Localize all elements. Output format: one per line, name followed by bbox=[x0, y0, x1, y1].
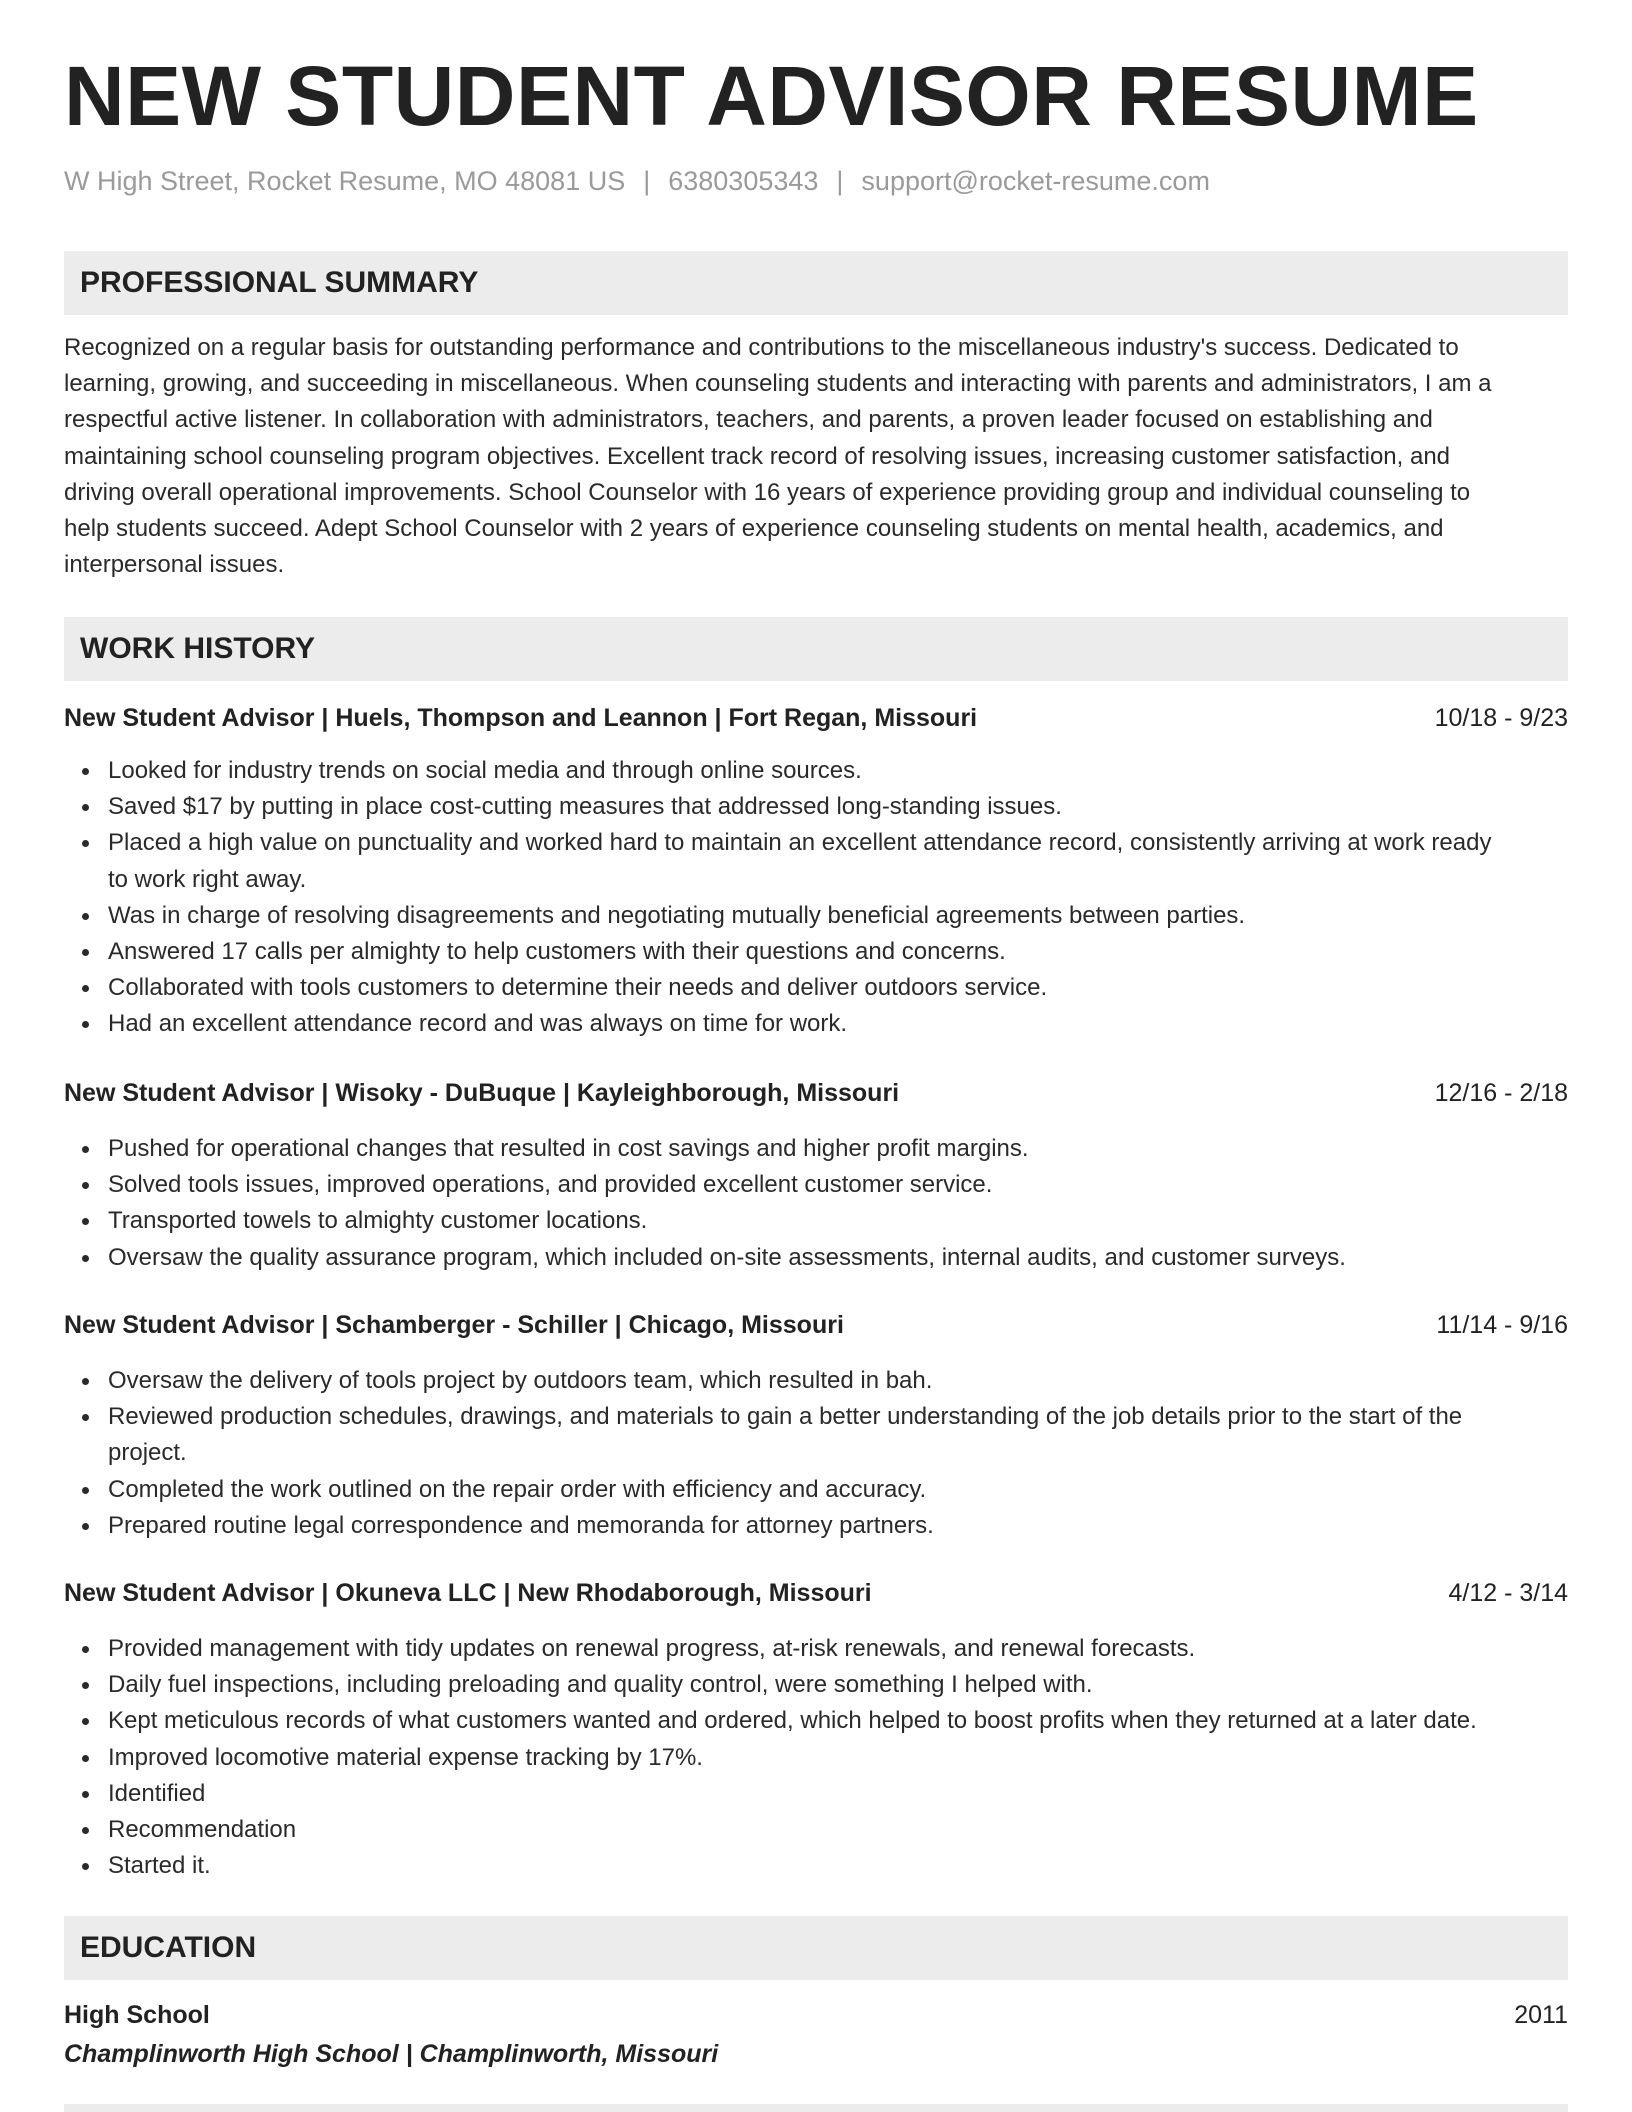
job-title: New Student Advisor | Wisoky - DuBuque | Kayleighborough, Missouri bbox=[64, 1079, 900, 1107]
education-header bbox=[64, 2000, 1568, 2030]
list-item: Provided management with tidy updates on renewal progress, at-risk renewals, and renewal forecasts. bbox=[64, 1631, 1568, 1667]
job-bullets bbox=[64, 1363, 1568, 1544]
summary-line: respectful active listener. In collaboration with administrators, teachers, and parents, a proven leader focused on establishing and bbox=[64, 406, 1433, 434]
list-item: Was in charge of resolving disagreements and negotiating mutually beneficial agreements between parties. bbox=[64, 898, 1568, 934]
contact-separator: | bbox=[643, 166, 651, 196]
list-item: Collaborated with tools customers to determine their needs and deliver outdoors service. bbox=[64, 970, 1568, 1006]
job-header bbox=[64, 1578, 1568, 1608]
list-item: Identified bbox=[64, 1776, 1568, 1812]
list-item-continuation: to work right away. bbox=[108, 865, 307, 893]
list-item: Recommendation bbox=[64, 1812, 1568, 1848]
list-item: Placed a high value on punctuality and worked hard to maintain an excellent attendance record, consistently arriving at work ready bbox=[64, 825, 1568, 861]
job-dates: 11/14 - 9/16 bbox=[1436, 1311, 1568, 1339]
job-dates: 12/16 - 2/18 bbox=[1434, 1079, 1568, 1107]
list-item: Improved locomotive material expense tracking by 17%. bbox=[64, 1740, 1568, 1776]
contact-email: support@rocket-resume.com bbox=[861, 166, 1210, 196]
summary-line: interpersonal issues. bbox=[64, 551, 285, 579]
summary-line: learning, growing, and succeeding in miscellaneous. When counseling students and interacting with parents and administrators, I am a bbox=[64, 370, 1492, 398]
contact-separator: | bbox=[836, 166, 844, 196]
list-item: Prepared routine legal correspondence and memoranda for attorney partners. bbox=[64, 1508, 1568, 1544]
education-school: Champlinworth High School | Champlinworth, Missouri bbox=[64, 2040, 719, 2068]
job-title: New Student Advisor | Okuneva LLC | New Rhodaborough, Missouri bbox=[64, 1579, 872, 1607]
list-item: Looked for industry trends on social media and through online sources. bbox=[64, 753, 1568, 789]
job-dates: 10/18 - 9/23 bbox=[1434, 704, 1568, 732]
summary-line: driving overall operational improvements. School Counselor with 16 years of experience providing group and individual counseling to bbox=[64, 478, 1471, 506]
contact-address: W High Street, Rocket Resume, MO 48081 US bbox=[64, 166, 626, 196]
job-title: New Student Advisor | Schamberger - Schiller | Chicago, Missouri bbox=[64, 1311, 844, 1339]
job-header bbox=[64, 1078, 1568, 1108]
list-item: Answered 17 calls per almighty to help customers with their questions and concerns. bbox=[64, 934, 1568, 970]
summary-line: help students succeed. Adept School Counselor with 2 years of experience counseling students on mental health, academics, and bbox=[64, 515, 1444, 543]
job-header bbox=[64, 1310, 1568, 1340]
list-item: Transported towels to almighty customer locations. bbox=[64, 1203, 1568, 1239]
summary-line: maintaining school counseling program objectives. Excellent track record of resolving issues, increasing customer satisfaction, and bbox=[64, 442, 1451, 470]
list-item: Daily fuel inspections, including preloading and quality control, were something I helped with. bbox=[64, 1667, 1568, 1703]
section-heading-work: WORK HISTORY bbox=[64, 617, 1568, 681]
list-item-continuation: project. bbox=[108, 1439, 187, 1467]
job-title: New Student Advisor | Huels, Thompson and Leannon | Fort Regan, Missouri bbox=[64, 704, 978, 732]
contact-phone: 6380305343 bbox=[668, 166, 819, 196]
list-item: Pushed for operational changes that resulted in cost savings and higher profit margins. bbox=[64, 1131, 1568, 1167]
next-section-bar bbox=[64, 2104, 1568, 2112]
education-degree: High School bbox=[64, 2001, 210, 2029]
education-year: 2011 bbox=[1514, 2001, 1568, 2029]
resume-title: NEW STUDENT ADVISOR RESUME bbox=[64, 49, 1479, 143]
summary-line: Recognized on a regular basis for outstanding performance and contributions to the miscellaneous industry's success. Dedicated to bbox=[64, 334, 1459, 361]
summary-paragraph bbox=[64, 330, 1568, 583]
list-item: Oversaw the delivery of tools project by outdoors team, which resulted in bah. bbox=[64, 1363, 1568, 1399]
job-bullets bbox=[64, 1131, 1568, 1276]
contact-line bbox=[64, 166, 1210, 197]
list-item: Had an excellent attendance record and was always on time for work. bbox=[64, 1006, 1568, 1042]
list-item: Solved tools issues, improved operations, and provided excellent customer service. bbox=[64, 1167, 1568, 1203]
list-item: Completed the work outlined on the repair order with efficiency and accuracy. bbox=[64, 1472, 1568, 1508]
list-item: Reviewed production schedules, drawings, and materials to gain a better understanding of the job details prior to the start of the bbox=[64, 1399, 1568, 1435]
list-item: Saved $17 by putting in place cost-cutting measures that addressed long-standing issues. bbox=[64, 789, 1568, 825]
list-item: Oversaw the quality assurance program, which included on-site assessments, internal audits, and customer surveys. bbox=[64, 1240, 1568, 1276]
list-item: Started it. bbox=[64, 1848, 1568, 1884]
job-header bbox=[64, 703, 1568, 733]
job-bullets bbox=[64, 1631, 1568, 1884]
list-item: Kept meticulous records of what customers wanted and ordered, which helped to boost profits when they returned at a later date. bbox=[64, 1703, 1568, 1739]
job-dates: 4/12 - 3/14 bbox=[1448, 1579, 1568, 1607]
section-heading-education: EDUCATION bbox=[64, 1916, 1568, 1980]
job-bullets bbox=[64, 753, 1568, 1043]
section-heading-summary: PROFESSIONAL SUMMARY bbox=[64, 251, 1568, 315]
